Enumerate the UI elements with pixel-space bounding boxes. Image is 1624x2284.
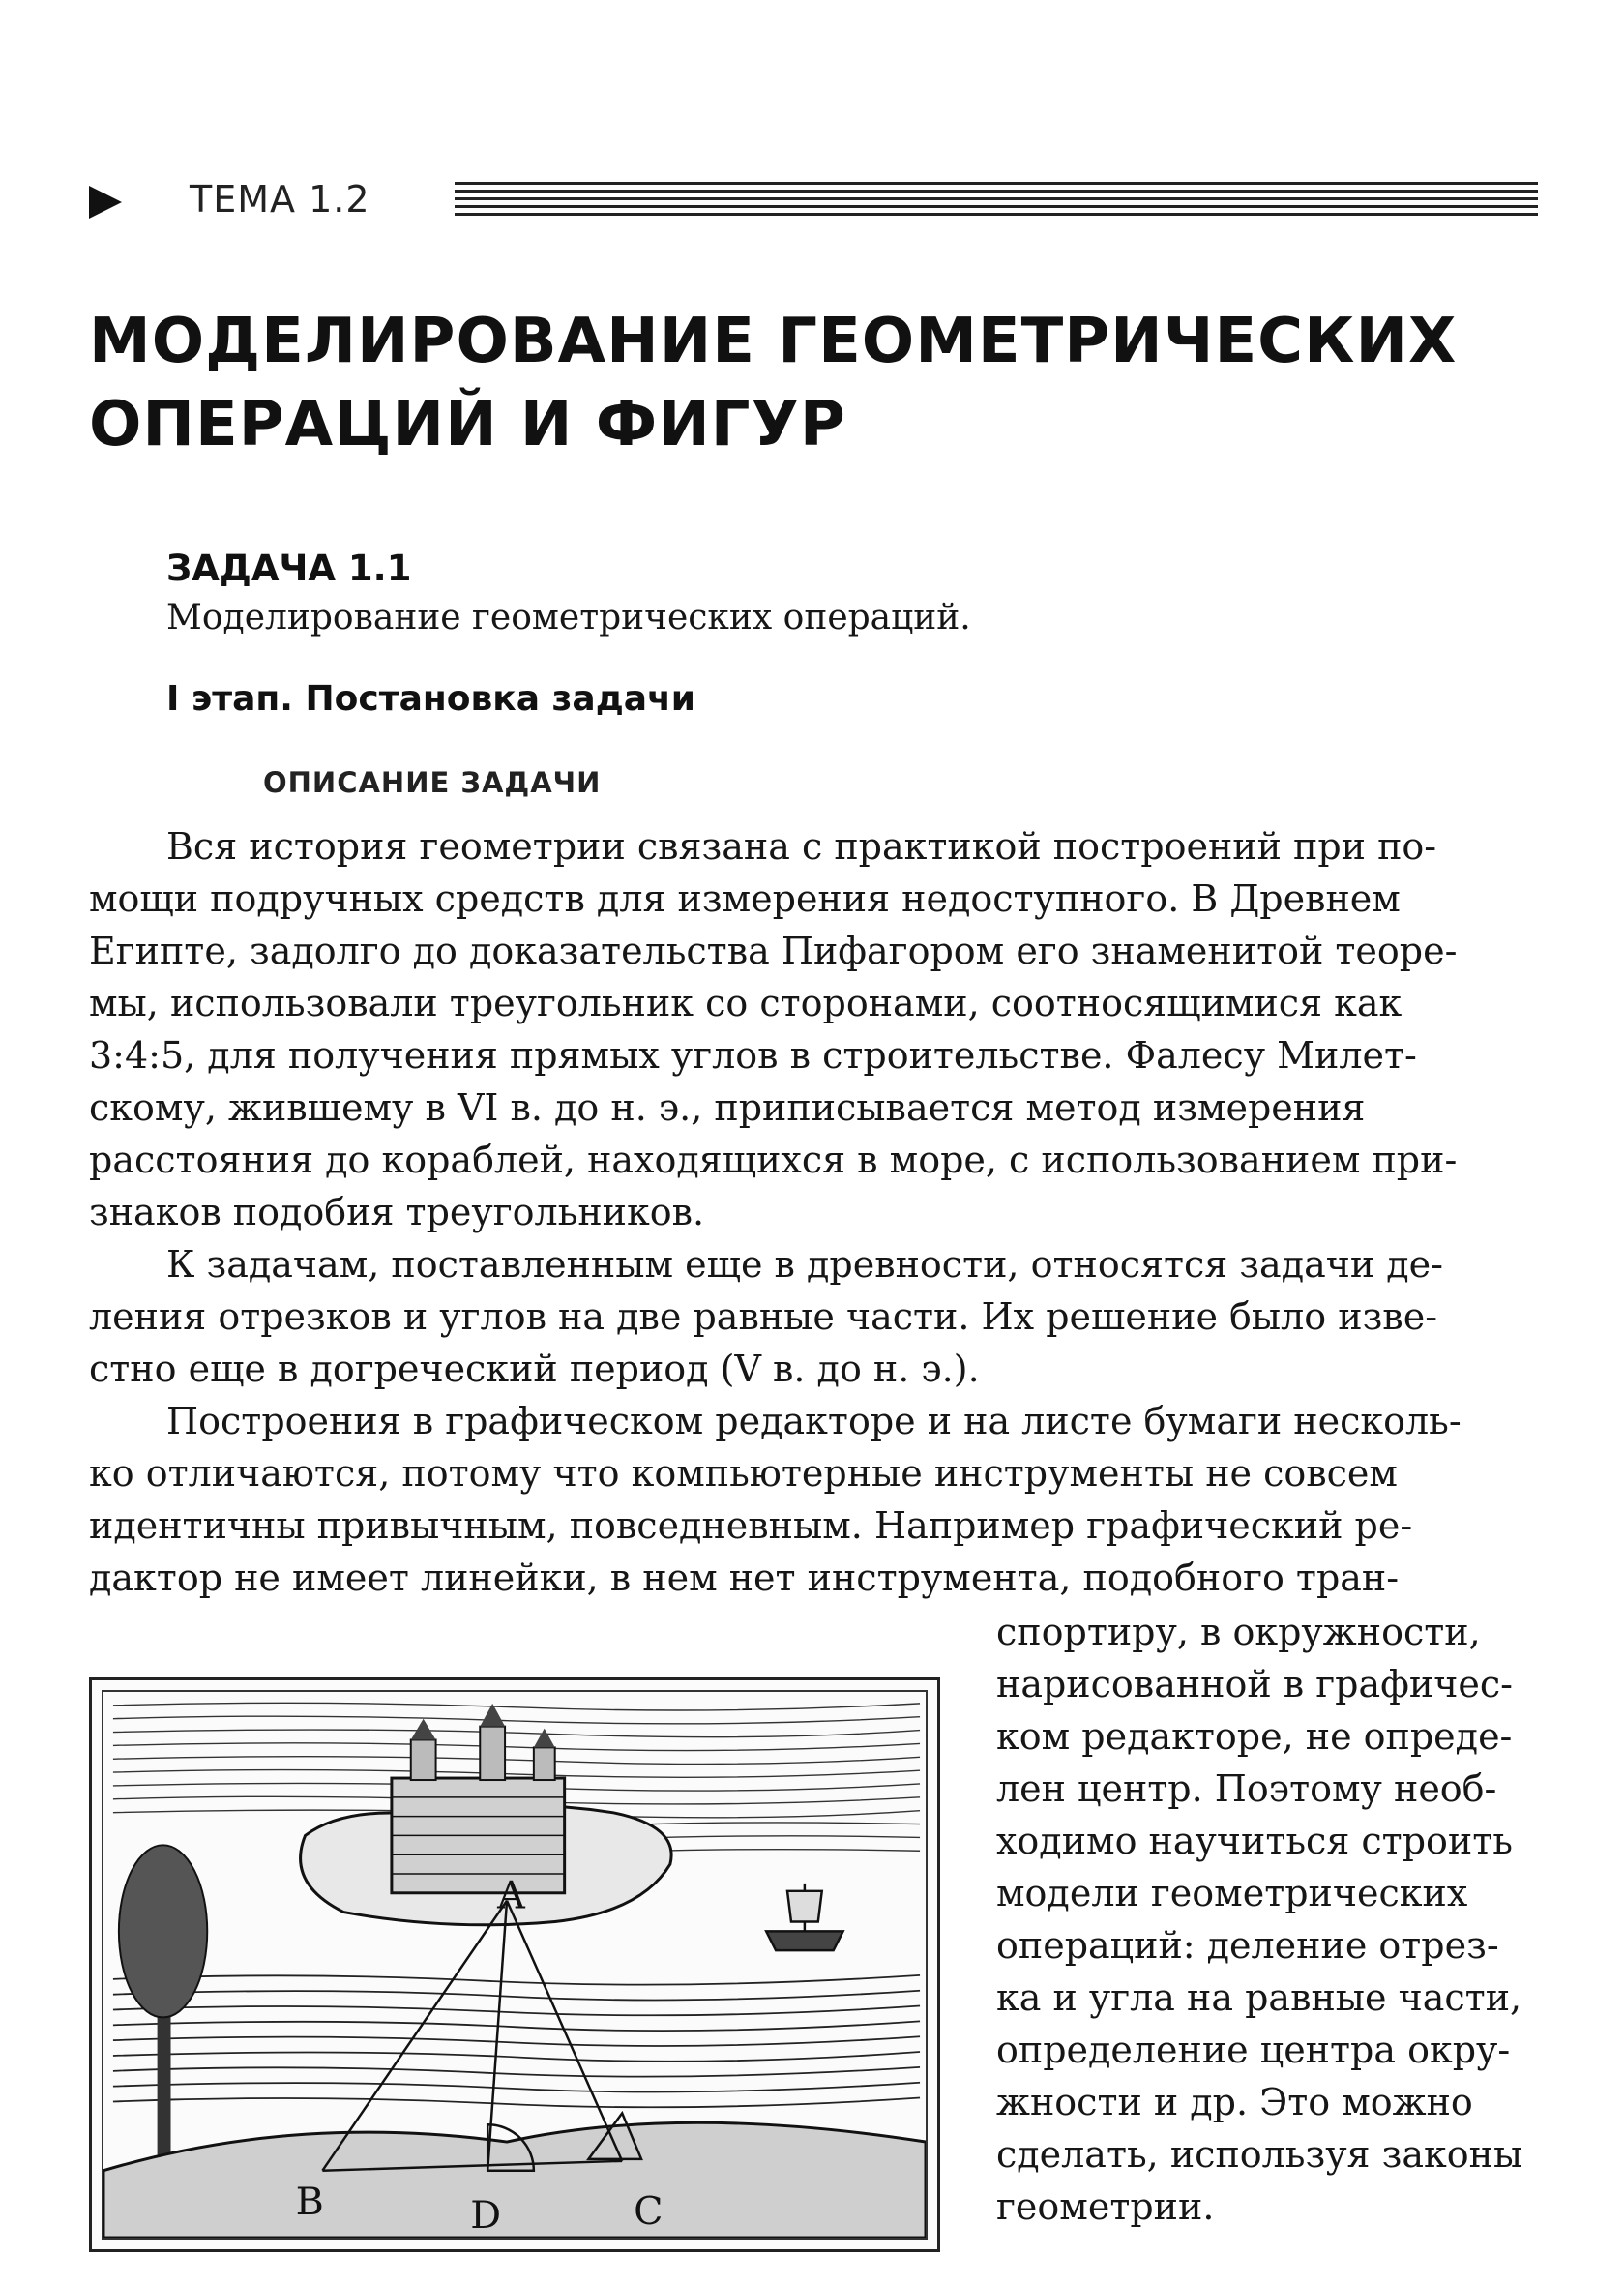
- header-rule-lines: [455, 182, 1538, 224]
- wrapped-line: определение центра окру-: [996, 2029, 1511, 2071]
- body-line: Построения в графическом редакторе и на листе бумаги несколь-: [166, 1400, 1462, 1442]
- engraving-illustration: [103, 1692, 926, 2238]
- body-line: ко отличаются, потому что компьютерные инструменты не совсем: [89, 1452, 1398, 1495]
- page-title-line-1: МОДЕЛИРОВАНИЕ ГЕОМЕТРИЧЕСКИХ: [89, 306, 1458, 377]
- body-line: мощи подручных средств для измерения недоступного. В Древнем: [89, 877, 1401, 920]
- body-line: идентичны привычным, повседневным. Например графический ре-: [89, 1504, 1413, 1547]
- point-b-label: B: [295, 2180, 324, 2225]
- task-subtitle: Моделирование геометрических операций.: [166, 598, 971, 638]
- thales-engraving: [89, 1677, 940, 2252]
- wrapped-line: геометрии.: [996, 2185, 1215, 2228]
- body-line: Вся история геометрии связана с практикой построений при по-: [166, 825, 1437, 868]
- wrapped-line: ком редакторе, не опреде-: [996, 1715, 1513, 1758]
- wrapped-line: жности и др. Это можно: [996, 2081, 1473, 2123]
- body-text: [89, 820, 1551, 1604]
- wrapped-text: [996, 1606, 1551, 2233]
- wrapped-line: ходимо научиться строить: [996, 1820, 1513, 1862]
- hill: [103, 2122, 926, 2238]
- wrapped-line: операций: деление отрез-: [996, 1924, 1499, 1967]
- point-a-label: A: [497, 1873, 525, 1918]
- body-line: стно еще в догреческий период (V в. до н. э.).: [89, 1348, 980, 1390]
- body-line: скому, жившему в VI в. до н. э., приписывается метод измерения: [89, 1086, 1366, 1129]
- wrapped-line: лен центр. Поэтому необ-: [996, 1767, 1497, 1810]
- body-line: Египте, задолго до доказательства Пифагором его знаменитой теоре-: [89, 930, 1458, 972]
- point-d-label: D: [470, 2193, 502, 2238]
- page-title-line-2: ОПЕРАЦИЙ И ФИГУР: [89, 389, 846, 460]
- wrapped-line: спортиру, в окружности,: [996, 1611, 1481, 1653]
- body-line: расстояния до кораблей, находящихся в море, с использованием при-: [89, 1139, 1458, 1181]
- point-c-label: C: [634, 2189, 664, 2235]
- stage-heading: I этап. Постановка задачи: [166, 679, 696, 719]
- body-line: дактор не имеет линейки, в нем нет инструмента, подобного тран-: [89, 1557, 1400, 1599]
- topic-header: [89, 174, 1540, 232]
- body-line: мы, использовали треугольник со сторонами, соотносящимися как: [89, 982, 1403, 1024]
- page-title: [89, 300, 1559, 466]
- description-heading: ОПИСАНИЕ ЗАДАЧИ: [263, 766, 602, 799]
- theme-label: ТЕМА 1.2: [190, 178, 370, 221]
- wrapped-line: ка и угла на равные части,: [996, 1976, 1522, 2019]
- task-heading: ЗАДАЧА 1.1: [166, 548, 412, 589]
- fortress-island: [301, 1704, 672, 1925]
- wrapped-line: модели геометрических: [996, 1872, 1468, 1914]
- body-line: ления отрезков и углов на две равные части. Их решение было изве-: [89, 1295, 1438, 1338]
- body-line: К задачам, поставленным еще в древности, относятся задачи де-: [166, 1243, 1443, 1286]
- play-arrow-icon: [89, 186, 122, 219]
- wrapped-line: сделать, используя законы: [996, 2133, 1523, 2176]
- body-line: 3:4:5, для получения прямых углов в строительстве. Фалесу Милет-: [89, 1034, 1417, 1077]
- ship: [766, 1884, 842, 1950]
- engraving-frame: [102, 1690, 928, 2240]
- sea-hatching: [113, 1975, 920, 2107]
- wrapped-line: нарисованной в графичес-: [996, 1663, 1513, 1706]
- body-line: знаков подобия треугольников.: [89, 1191, 705, 1233]
